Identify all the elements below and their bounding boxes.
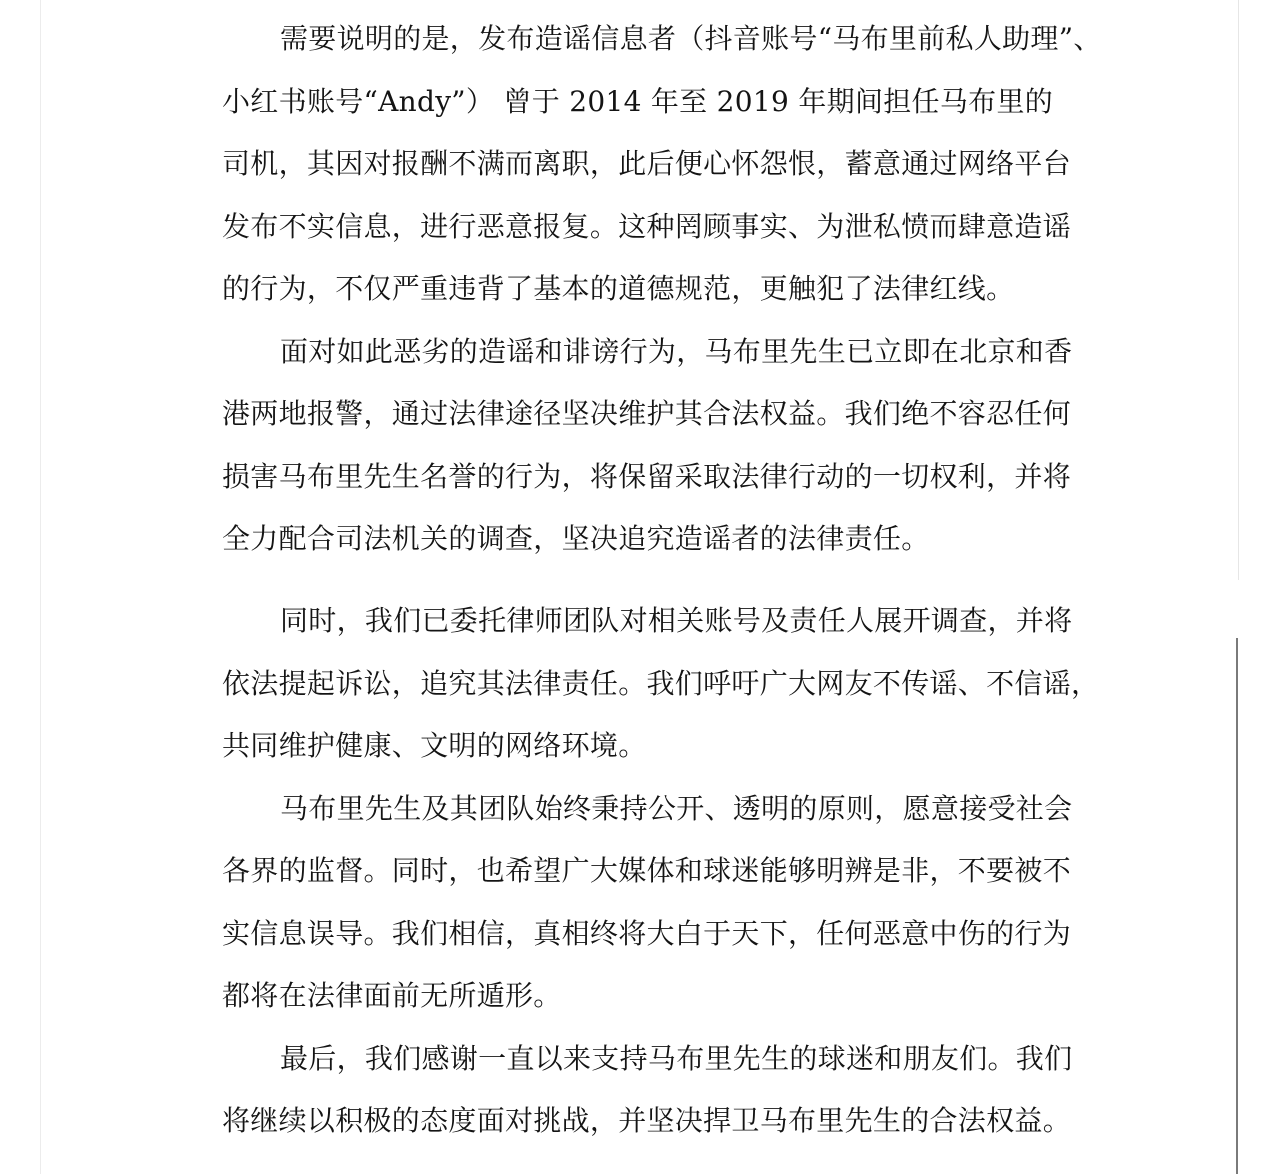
- text-line: 小红书账号“Andy”） 曾于 2014 年至 2019 年期间担任马布里的: [222, 84, 1054, 118]
- scan-edge-right-top: [1238, 0, 1239, 580]
- text-line: 需要说明的是，发布造谣信息者（抖音账号“马布里前私人助理”、: [280, 22, 1102, 55]
- text-line: 实信息误导。我们相信，真相终将大白于天下，任何恶意中伤的行为: [222, 916, 1072, 950]
- paragraph-transparency: [222, 778, 1072, 1028]
- text-line: 港两地报警，通过法律途径坚决维护其合法权益。我们绝不容忍任何: [222, 397, 1072, 430]
- text-line: 同时，我们已委托律师团队对相关账号及责任人展开调查，并将: [280, 604, 1073, 637]
- text-line: 的行为，不仅严重违背了基本的道德规范，更触犯了法律红线。: [222, 272, 1015, 305]
- text-line: 各界的监督。同时，也希望广大媒体和球迷能够明辨是非，不要被不: [222, 854, 1072, 887]
- text-line: 都将在法律面前无所遁形。: [222, 979, 562, 1012]
- text-line: 全力配合司法机关的调查，坚决追究造谣者的法律责任。: [222, 522, 930, 555]
- paragraph-police-report: [222, 321, 1072, 571]
- text-line: 马布里先生及其团队始终秉持公开、透明的原则，愿意接受社会: [280, 791, 1073, 825]
- document-section-2: [222, 590, 1100, 1153]
- scan-edge-left: [40, 0, 41, 1174]
- paragraph-lawsuit: [222, 590, 1100, 778]
- text-line: 共同维护健康、文明的网络环境。: [222, 729, 647, 762]
- text-line: 面对如此恶劣的造谣和诽谤行为，马布里先生已立即在北京和香: [280, 334, 1073, 368]
- text-line: 损害马布里先生名誉的行为，将保留采取法律行动的一切权利，并将: [222, 459, 1072, 493]
- paragraph-source-explanation: [222, 8, 1102, 321]
- scan-edge-right-bottom: [1236, 638, 1238, 1174]
- document-section-1: [222, 8, 1102, 571]
- text-line: 发布不实信息，进行恶意报复。这种罔顾事实、为泄私愤而肆意造谣: [222, 209, 1072, 243]
- text-line: 依法提起诉讼，追究其法律责任。我们呼吁广大网友不传谣、不信谣，: [222, 666, 1100, 700]
- text-line: 司机，其因对报酬不满而离职，此后便心怀怨恨，蓄意通过网络平台: [222, 147, 1072, 180]
- text-line: 将继续以积极的态度面对挑战，并坚决捍卫马布里先生的合法权益。: [222, 1104, 1072, 1137]
- text-line: 最后，我们感谢一直以来支持马布里先生的球迷和朋友们。我们: [280, 1041, 1073, 1075]
- paragraph-closing: [222, 1028, 1072, 1153]
